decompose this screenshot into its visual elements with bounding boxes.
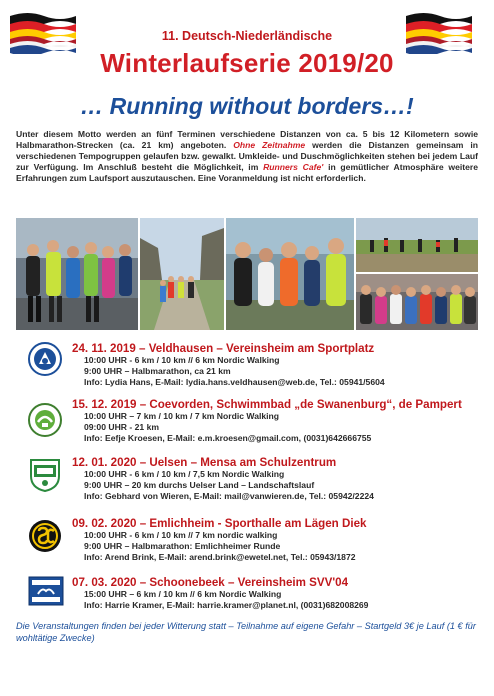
photo-runners-group (16, 218, 138, 330)
event-schedule: 10:00 UHR - 6 km / 10 km // 7 km nordic walking (84, 530, 278, 540)
event-title: 12. 01. 2020 – Uelsen – Mensa am Schulzentrum (72, 456, 337, 469)
event-title: 09. 02. 2020 – Emlichheim - Sporthalle am Lägen Diek (72, 517, 367, 530)
event-contact-info: Info: Lydia Hans, E-Mail: lydia.hans.veldhausen@web.de, Tel.: 05941/5604 (84, 377, 385, 387)
event-contact-info: Info: Harrie Kramer, E-Mail: harrie.kramer@planet.nl, (0031)682008269 (84, 600, 369, 610)
event-schedule: 10:00 UHR - 6 km / 10 km // 6 km Nordic Walking (84, 355, 280, 365)
photo-runners-close (226, 218, 354, 330)
photo-collage (16, 218, 478, 330)
sv-emlichheim-logo (28, 519, 62, 553)
page-title: Winterlaufserie 2019/20 (100, 48, 394, 78)
photo-runners-path (140, 218, 224, 330)
footer-note: Die Veranstaltungen finden bei jeder Witterung statt – Teilnahme auf eigene Gefahr – Startgeld 3€ je Lauf (1 € für wohltätige Zwecke) (16, 621, 476, 643)
event-title: 24. 11. 2019 – Veldhausen – Vereinsheim am Sportplatz (72, 342, 375, 355)
sv-uelsen-logo (28, 456, 62, 492)
loopgroep-coevorden-logo (28, 400, 62, 438)
event-schedule: 10:00 UHR - 6 km / 10 km / 7,5 km Nordic Walking (84, 469, 285, 479)
event-schedule: 9:00 UHR – 20 km durchs Uelser Land – Landschaftslauf (84, 480, 315, 490)
event-contact-info: Info: Gebhard von Wieren, E-Mail: mail@vanwieren.de, Tel.: 05942/2224 (84, 491, 374, 501)
event-schedule: 09:00 UHR - 21 km (84, 422, 159, 432)
event-title: 15. 12. 2019 – Coevorden, Schwimmbad „de Swanenburg“, de Pampert (72, 398, 462, 411)
event-schedule: 9:00 UHR – Halbmarathon: Emlichheimer Runde (84, 541, 281, 551)
slogan: … Running without borders…! (80, 93, 414, 119)
event-title: 07. 03. 2020 – Schoonebeek – Vereinsheim SVV'04 (72, 576, 349, 589)
event-schedule: 10:00 UHR – 7 km / 10 km / 7 km Nordic Walking (84, 411, 280, 421)
event-series-subtitle: 11. Deutsch-Niederländische (161, 29, 333, 43)
event-schedule: 15:00 UHR – 6 km / 10 km // 6 km Nordic Walking (84, 589, 282, 599)
event-contact-info: Info: Eefje Kroesen, E-Mail: e.m.kroesen@gmail.com, (0031)642666755 (84, 433, 372, 443)
runners-cafe-highlight: Runners Cafe' (263, 162, 324, 172)
photo-runners-crowd (356, 274, 478, 330)
sv-veldhausen-logo (28, 342, 62, 376)
no-timing-highlight: Ohne Zeitnahme (233, 140, 306, 150)
loopgroep-schoonebeek-logo (28, 576, 64, 606)
event-schedule: 9:00 UHR – Halbmarathon, ca 21 km (84, 366, 231, 376)
photo-field-runners (356, 218, 478, 272)
event-contact-info: Info: Arend Brink, E-Mail: arend.brink@ewetel.net, Tel.: 05943/1872 (84, 552, 356, 562)
intro-paragraph: Unter diesem Motto werden an fünf Terminen verschiedene Distanzen von ca. 5 bis 12 Kilometern sowie Halbmarathon-Strecken (ca. 21 km) angeboten. Ohne Zeitnahme werden die Distanzen gemeinsam in verschiedenen Tempogruppen gelaufen bzw. gewalkt. Umkleide- und Duschmöglichkeiten stehen bei jedem Lauf zur Verfügung. Im Anschluß besteht die Möglichkeit, im Runners Cafe' in gemütlicher Atmosphäre weitere Erfahrungen zum Laufsport auszutauschen. Eine Voranmeldung ist nicht erforderlich. (16, 129, 479, 183)
